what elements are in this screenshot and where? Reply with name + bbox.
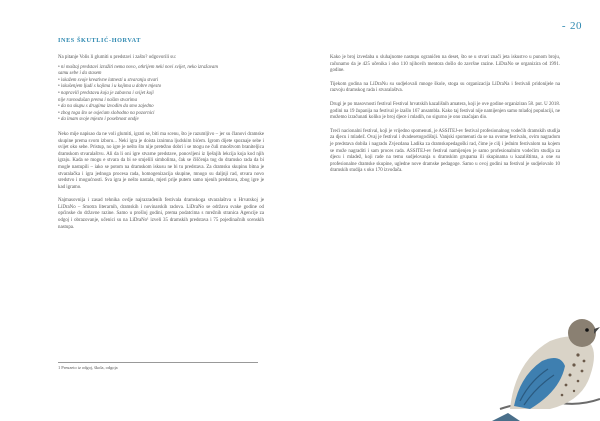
quote-item: • da imam svoje mjesto i posebnost ondje	[58, 117, 139, 123]
paragraph: Neko mije napisao da ne voli glumiti, igrati se, biti ma scenu, što je razumljivo – jer su članovi dramske skupine prema svom izboru... Neki igra je doista iznimna ljudskim bićem. Igrom dijete spoznaje sebe i svijet oko sebe. Pristup, no igre je nešto što nije pretežno dobri i se mogu ne čuli mnoštvom braniteljica dramskom stvaralaštvu. Ali da li oni igre stvarne predstave, ponovljeni iz lješnjih lekcija koja kod njih igraju. Kada se mogu e stvara da bi se smjelili simbolima, čak se čiščenja tog do dramsko rada da bi mogle nastupili – iako se potom na dramskom iskusu ne bi tu predstava. Za dramsku skupinu bitna je stvaralačka i igra jednoga procesa rada, homogenizacija skupine, mnogo su daljnji rad, otvara novo sredstvo i mogućnosti. Sva igra je nešto nastala, mjeri prije putem samo njenih predstava, zbog igre je kad igramo.	[58, 131, 264, 190]
watermark-glyph: “	[78, 38, 94, 75]
paragraph: Kako je broj izvedaba u sluhajnome nastupu ograničen na deset, što se u stvari znači jeta iskustvo u punom broju, računamo da je 425 učenika i oko 110 njihovih mentora došlo do završne razine. LiDraNo se organizira od 1991. godine.	[330, 55, 560, 74]
intro-question: Na pitanje Volis li glumiti u predstavi i zašto? odgovorili su:	[58, 55, 176, 60]
bird-eye	[585, 328, 589, 332]
author-name: INES ŠKUTLIĆ-HORVAT	[58, 37, 141, 44]
quote-item: • zbog toga što se osjećam slobodno na pozornici	[58, 110, 155, 116]
quote-list	[58, 65, 264, 124]
quote-item: samu sebe i da stasem	[58, 71, 102, 77]
page-number	[562, 20, 582, 32]
quote-item: • da na skupu s drugima izvodim da smo zajedno	[58, 104, 154, 110]
paragraph: Drugi je po masovnosti festival Festival hrvatskih kazališnih amatera, koji je ove godine organiziran 58. put. U 2018. godini na 19 županija na festival je izašlo 167 ansambla. Kako taj festival nije namijenjen samo mlađoj populaciji, ne možemo izračunati koliko je broj djece i mladih, no sigurno je ono značajan dio.	[330, 101, 560, 121]
paragraph: Najmasovnija i zasad tehnika ovdje najrazrađenih festivala dramskoga stvaralaštva u Hrvatskoj je LiDraNo – Smotra literarnih, dramskih i novinarskih radova. LiDraNo se održava svake godine od općinske do državne razine. Samo u prošloj godini, prema podatcima s mrežnih stranica Agencije za odgoj i obrazovanje, učenici su na LiDraNo¹ izveli 35 dramskih predstava i 75 pojedinačnih scenskih nastupa.	[58, 198, 264, 230]
quote-item: • iskažem svoje kreativne latnesti u stvaranju stvari	[58, 77, 159, 83]
paragraph: Treći nacionalni festival, koji je vrijedno spomenuti, je ASSITEJ-ev festival profesionalnog vodećih dramskih studija za djecu i mladež. Ovaj je festival i dvadesetogodišnji. Vanjski spomenuti da se na ovome festivalu, ovim nagradom je predstava dobila i nagradu Zvjezdana Ladika za dramskopedagoški rad, čime je cilj i jednim festivalom na kojem se može nagraditi i sam proces rada. ASSITEJ-ev festival namijenjen je samo profesionalnim vodećim studija za djecu i mladež, koji rade na temu sudjelovanja u dramskim grupama ili skupinama u kazalištima, a one su profesionalne dramske skupine, ugledne nove dramske pedagoge. Samo u ovoj godini na festival je sudjelovalo 10 dramskih studija s oko 170 izvođača.	[330, 128, 560, 174]
paragraph: Tijekom godina na LiDraNu su sudjelovali mnoge škole, stoga su organizacija LiDraNa i festivali pridonijele na razvoju dramskog rada i stvaralaštva.	[330, 81, 560, 94]
quote-item: • ni maštaj predstavi izražiti nema novo, otkrijem neki novi svijet, neko izražavam	[58, 64, 218, 70]
page-number-value: 20	[570, 20, 582, 32]
footnote: 1 Preuzeto iz odgoj, škola, odgoja	[58, 362, 258, 370]
page-number-dash: -	[561, 20, 566, 32]
quote-item: • iskušenjem ljudi s kojima i u kojima u dobre mjesto	[58, 84, 162, 90]
quote-item: • napravili predstavu koja je zabavna i svijet koji	[58, 90, 154, 96]
right-column	[330, 55, 560, 182]
bird-illustration	[490, 281, 600, 421]
quote-item: nije ravnodušan prema i našim stvarima	[58, 97, 138, 103]
bird-head	[568, 319, 596, 347]
bird-tail	[492, 413, 520, 421]
left-column	[58, 55, 264, 238]
